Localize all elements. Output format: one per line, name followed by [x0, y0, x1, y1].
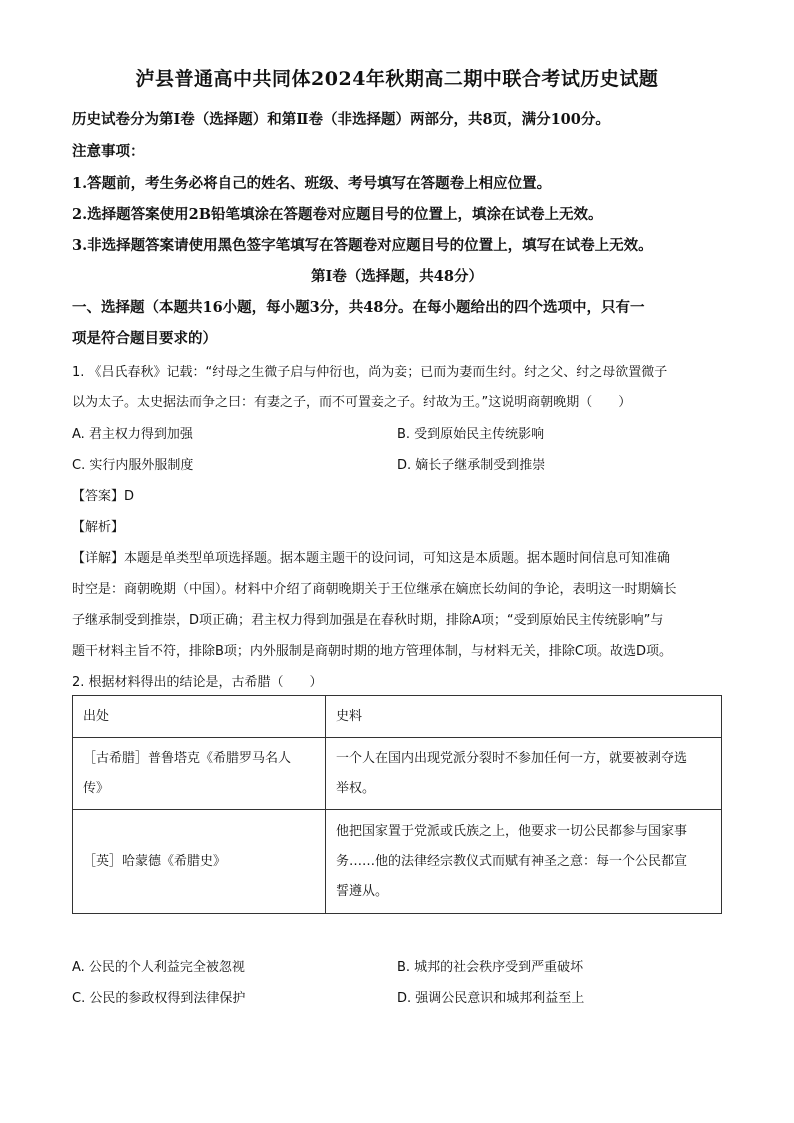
- q2-option-c: C. 公民的参政权得到法律保护: [72, 991, 246, 1006]
- q1-option-d: D. 嫡长子继承制受到推崇: [397, 458, 546, 473]
- detail-text: 本题是单类型单项选择题。据本题主题干的设问词，可知这是本质题。据本题时间信息可知准确: [124, 551, 671, 566]
- page-title: 泸县普通高中共同体2024年秋期高二期中联合考试历史试题: [135, 68, 659, 90]
- q1-detail-line3: 子继承制受到推崇，D项正确；君主权力得到加强是在春秋时期，排除A项；“受到原始民主传统影响”与: [72, 613, 664, 628]
- notice-item-2: 2.选择题答案使用2B铅笔填涂在答题卷对应题目号的位置上，填涂在试卷上无效。: [72, 206, 603, 223]
- header-source: 出处: [73, 696, 326, 738]
- analysis-label: 【解析】: [72, 520, 125, 535]
- q1-option-c: C. 实行内服外服制度: [72, 458, 194, 473]
- detail-label: 【详解】: [72, 551, 125, 566]
- q1-detail-line4: 题干材料主旨不符，排除B项；内外服制是商朝时期的地方管理体制，与材料无关，排除C项。故选D项。: [72, 644, 673, 659]
- row2-material-line1: 他把国家置于党派或氏族之上，他要求一切公民都参与国家事: [336, 823, 688, 839]
- row1-material: [326, 738, 722, 810]
- table-row: [73, 810, 722, 914]
- notice-item-1: 1.答题前，考生务必将自己的姓名、班级、考号填写在答题卷上相应位置。: [72, 175, 552, 192]
- notice-label: 注意事项：: [72, 143, 145, 160]
- q1-option-b: B. 受到原始民主传统影响: [397, 427, 545, 442]
- row2-source: [73, 810, 326, 914]
- q2-option-a: A. 公民的个人利益完全被忽视: [72, 960, 245, 975]
- row1-material-line2: 举权。: [336, 780, 376, 796]
- table-row: [73, 738, 722, 810]
- notice-item-3: 3.非选择题答案请使用黑色签字笔填写在答题卷对应题目号的位置上，填写在试卷上无效。: [72, 237, 653, 254]
- q2-option-d: D. 强调公民意识和城邦利益至上: [397, 991, 585, 1006]
- q1-detail-line2: 时空是：商朝晚期（中国）。材料中介绍了商朝晚期关于王位继承在嫡庶长幼间的争论，表明这一时期嫡长: [72, 582, 677, 597]
- row2-source-line1: ［英］哈蒙德《希腊史》: [83, 853, 227, 869]
- q2-stem: 2. 根据材料得出的结论是，古希腊（ ）: [72, 675, 323, 690]
- row1-source-line1: ［古希腊］普鲁塔克《希腊罗马名人: [83, 750, 292, 766]
- q2-option-b: B. 城邦的社会秩序受到严重破坏: [397, 960, 584, 975]
- q1-option-a: A. 君主权力得到加强: [72, 427, 193, 442]
- q1-detail-line1: [72, 547, 670, 566]
- part1-title: 第Ⅰ卷（选择题，共48分）: [311, 268, 483, 285]
- row2-material: [326, 810, 722, 914]
- row1-source: [73, 738, 326, 810]
- section-heading-line1: 一、选择题（本题共16小题，每小题3分，共48分。在每小题给出的四个选项中，只有一: [72, 299, 645, 316]
- exam-intro: 历史试卷分为第Ⅰ卷（选择题）和第Ⅱ卷（非选择题）两部分，共8页，满分100分。: [72, 111, 610, 128]
- row2-material-line3: 誓遵从。: [336, 883, 389, 899]
- header-material: 史料: [326, 696, 722, 738]
- answer-value: D: [124, 489, 135, 504]
- row1-material-line1: 一个人在国内出现党派分裂时不参加任何一方，就要被剥夺选: [336, 750, 688, 766]
- row2-material-line2: 务……他的法律经宗教仪式而赋有神圣之意：每一个公民都宣: [336, 853, 688, 869]
- section-heading-line2: 项是符合题目要求的）: [72, 330, 217, 347]
- q2-source-table: [72, 695, 722, 914]
- q1-answer: [72, 485, 134, 504]
- row1-source-line2: 传》: [83, 780, 110, 796]
- q1-stem-line1: 1. 《吕氏春秋》记载：“纣母之生微子启与仲衍也，尚为妾；已而为妻而生纣。纣之父、纣之母欲置微子: [72, 365, 668, 380]
- q1-stem-line2: 以为太子。太史据法而争之曰：有妻之子，而不可置妾之子。纣故为王。”这说明商朝晚期（ ）: [72, 395, 632, 410]
- answer-label: 【答案】: [72, 489, 125, 504]
- table-header-row: [73, 696, 722, 738]
